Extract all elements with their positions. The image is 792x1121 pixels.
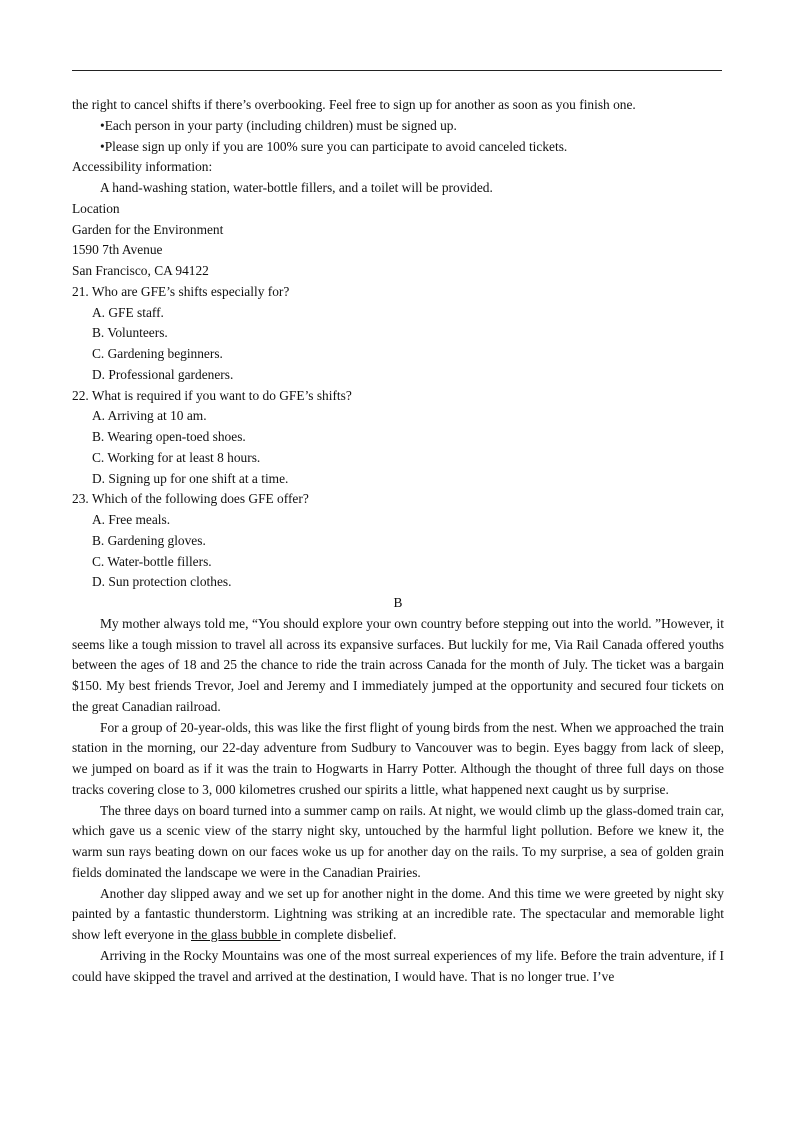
option-c: C. Water-bottle fillers. (92, 553, 212, 569)
option-d: D. Signing up for one shift at a time. (92, 470, 289, 486)
header-rule (72, 70, 722, 71)
location-name: Garden for the Environment (72, 221, 224, 237)
passage-paragraph: My mother always told me, “You should explore your own country before stepping out into the world. ”However, it seems like a tough mission to travel all across its expansive surfaces. But luckily for me, Via Rail Canada offered youths between the ages of 18 and 25 the chance to ride the train across Canada for the month of July. The ticket was a bargain $150. My best friends Trevor, Joel and Jeremy and I immediately jumped at the opportunity and secured four tickets on the great Canadian railroad. (72, 615, 724, 714)
option-a: A. Arriving at 10 am. (92, 408, 207, 424)
passage-paragraph: The three days on board turned into a summer camp on rails. At night, we would climb up the glass-domed train car, which gave us a scenic view of the starry night sky, untouched by the harmful light pollution. Before we knew it, the warm sun rays beating down on our faces woke us up for another day on the rails. To my surprise, a sea of golden grain fields dominated the landscape we were in the Canadian Prairies. (72, 802, 724, 880)
location-heading: Location (72, 200, 120, 216)
option-a: A. GFE staff. (92, 304, 164, 320)
continued-line: the right to cancel shifts if there’s overbooking. Feel free to sign up for another as soon as you finish one. (72, 97, 636, 112)
option-c: C. Gardening beginners. (92, 346, 223, 361)
location-street: 1590 7th Avenue (72, 242, 163, 258)
option-c: C. Working for at least 8 hours. (92, 449, 261, 465)
document-body (72, 95, 724, 987)
option-b: B. Volunteers. (92, 325, 168, 341)
option-d: D. Sun protection clothes. (92, 574, 232, 590)
location-city: San Francisco, CA 94122 (72, 263, 209, 278)
passage-paragraph: Arriving in the Rocky Mountains was one of the most surreal experiences of my life. Before the train adventure, if I could have skipped the travel and arrived at the destination, I would have. That is no longer true. I’ve (72, 947, 724, 984)
question-21 (72, 282, 724, 386)
question-stem: 21. Who are GFE’s shifts especially for? (72, 283, 290, 299)
passage-paragraph (72, 884, 724, 946)
paragraph-text: in complete disbelief. (280, 927, 397, 942)
question-stem: 23. Which of the following does GFE offer? (72, 491, 309, 507)
underlined-phrase: the glass bubble (191, 927, 281, 942)
section-label: B (393, 595, 403, 610)
paragraph-text: Another day slipped away and we set up for another night in the dome. And this time we were greeted by night sky painted by a fantastic thunderstorm. Lightning was striking at an incredible rate. The spectacular and memorable light show left everyone in (72, 885, 724, 942)
question-23 (72, 489, 724, 593)
option-a: A. Free meals. (92, 512, 171, 527)
accessibility-heading: Accessibility information: (72, 159, 213, 175)
accessibility-text: A hand-washing station, water-bottle fillers, and a toilet will be provided. (100, 180, 493, 195)
question-stem: 22. What is required if you want to do GFE’s shifts? (72, 387, 352, 403)
option-b: B. Wearing open-toed shoes. (92, 429, 246, 444)
option-b: B. Gardening gloves. (92, 532, 206, 548)
passage-paragraph: For a group of 20-year-olds, this was like the first flight of young birds from the nest. When we approached the train station in the morning, our 22-day adventure from Sudbury to Vancouver was to begin. Eyes baggy from lack of sleep, we jumped on board as if it was the train to Hogwarts in Harry Potter. Although the thought of three full days on those tracks covering close to 3, 000 kilometres crushed our spirits a little, what happened next caught us by surprise. (72, 719, 724, 797)
bullet-party-signup: •Each person in your party (including children) must be signed up. (100, 117, 457, 133)
bullet-sure-participate: •Please sign up only if you are 100% sure you can participate to avoid canceled tickets. (100, 138, 568, 154)
question-22 (72, 386, 724, 490)
option-d: D. Professional gardeners. (92, 366, 234, 382)
